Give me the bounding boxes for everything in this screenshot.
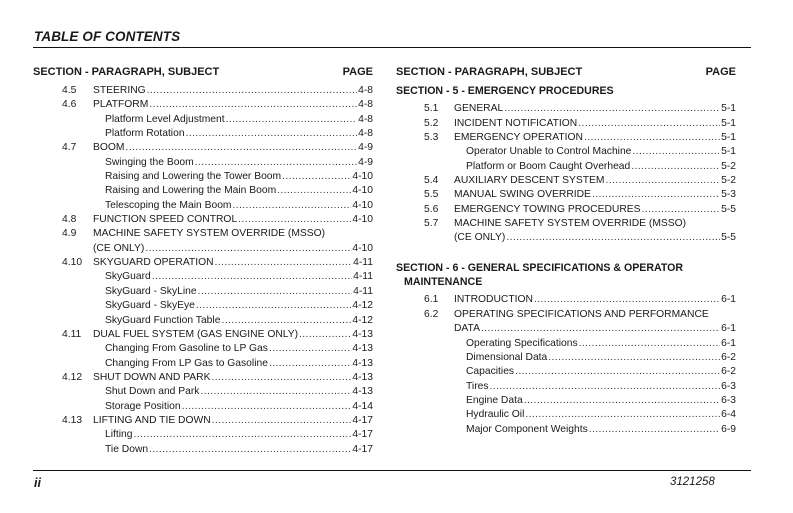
page-number: ii bbox=[34, 476, 41, 490]
toc-entry-title: Shut Down and Park bbox=[105, 386, 200, 398]
toc-entry-title: BOOM bbox=[93, 142, 125, 154]
toc-entry-title: DATA bbox=[454, 323, 480, 335]
toc-entry-page: 4-13 bbox=[352, 386, 373, 398]
dot-leader bbox=[269, 342, 351, 356]
toc-entry[interactable] bbox=[33, 342, 373, 356]
column-header-page: PAGE bbox=[342, 66, 373, 78]
toc-entry[interactable] bbox=[396, 394, 736, 408]
toc-entry[interactable] bbox=[33, 357, 373, 371]
toc-entry-title: Capacities bbox=[466, 366, 515, 378]
toc-entry-title: SHUT DOWN AND PARK bbox=[93, 371, 211, 383]
dot-leader bbox=[238, 213, 351, 227]
toc-entry-page: 4-10 bbox=[352, 242, 373, 254]
dot-leader bbox=[589, 423, 720, 437]
page-title: TABLE OF CONTENTS bbox=[34, 29, 181, 44]
toc-entry-number: 5.5 bbox=[424, 189, 439, 201]
toc-entry-number: 5.1 bbox=[424, 103, 439, 115]
toc-entry-page: 6-3 bbox=[721, 380, 736, 392]
toc-entry-number: 4.5 bbox=[62, 85, 77, 96]
toc-entry-page: 4-17 bbox=[352, 429, 373, 441]
toc-entry-title: Hydraulic Oil bbox=[466, 409, 525, 421]
toc-entry-page: 4-8 bbox=[358, 85, 373, 96]
toc-entry-page: 4-10 bbox=[352, 171, 373, 183]
column-header bbox=[396, 64, 736, 80]
toc-entry-page: 4-9 bbox=[358, 142, 373, 154]
dot-leader bbox=[212, 414, 352, 428]
toc-entry-page: 4-13 bbox=[352, 343, 373, 355]
toc-entry-title: Tie Down bbox=[105, 443, 149, 455]
dot-leader bbox=[221, 314, 351, 328]
dot-leader bbox=[125, 141, 357, 155]
dot-leader bbox=[299, 328, 351, 342]
toc-entry[interactable] bbox=[33, 242, 373, 256]
toc-entry[interactable] bbox=[33, 113, 373, 127]
toc-entry-page: 4-14 bbox=[352, 400, 373, 412]
toc-entry[interactable] bbox=[33, 98, 373, 112]
toc-entry[interactable] bbox=[33, 285, 373, 299]
toc-entry-number: 4.10 bbox=[62, 257, 83, 269]
toc-entry[interactable] bbox=[33, 256, 373, 270]
dot-leader bbox=[534, 293, 720, 307]
toc-entry-page: 4-11 bbox=[353, 271, 373, 283]
toc-entry-page: 4-8 bbox=[358, 128, 373, 140]
toc-entry-list bbox=[396, 102, 736, 245]
dot-leader bbox=[152, 270, 352, 284]
toc-entry-number: 6.1 bbox=[424, 294, 439, 306]
toc-entry[interactable] bbox=[33, 84, 373, 98]
toc-entry-page: 6-3 bbox=[721, 394, 736, 406]
toc-entry[interactable] bbox=[396, 145, 736, 159]
toc-entry-page: 5-2 bbox=[721, 175, 736, 187]
toc-entry-number: 5.3 bbox=[424, 132, 439, 144]
toc-entry-number: 4.9 bbox=[62, 228, 77, 240]
toc-entry-list bbox=[396, 293, 736, 436]
toc-entry-title: GENERAL bbox=[454, 103, 504, 115]
toc-entry-number: 4.13 bbox=[62, 414, 83, 426]
toc-entry[interactable] bbox=[33, 428, 373, 442]
dot-leader bbox=[195, 156, 357, 170]
header-rule bbox=[33, 47, 751, 48]
toc-entry-page: 4-17 bbox=[352, 414, 373, 426]
toc-entry-page: 6-2 bbox=[721, 351, 736, 363]
dot-leader bbox=[490, 380, 721, 394]
toc-entry[interactable] bbox=[396, 351, 736, 365]
toc-entry-page: 6-9 bbox=[721, 423, 736, 435]
toc-entry-title: EMERGENCY OPERATION bbox=[454, 132, 583, 144]
dot-leader bbox=[196, 299, 352, 313]
dot-leader bbox=[481, 322, 720, 336]
toc-entry[interactable] bbox=[33, 156, 373, 170]
toc-entry-title: OPERATING SPECIFICATIONS AND PERFORMANCE bbox=[454, 308, 709, 320]
toc-entry[interactable] bbox=[396, 131, 736, 145]
toc-entry-page: 5-5 bbox=[721, 203, 736, 215]
section-5-heading: SECTION - 5 - EMERGENCY PROCEDURES bbox=[396, 85, 614, 97]
toc-entry-title: SkyGuard - SkyLine bbox=[105, 285, 197, 297]
toc-entry-title: STEERING bbox=[93, 85, 146, 96]
toc-entry[interactable] bbox=[396, 380, 736, 394]
dot-leader bbox=[579, 337, 720, 351]
toc-entry[interactable] bbox=[396, 365, 736, 379]
toc-entry-title: Tires bbox=[466, 380, 489, 392]
toc-entry-number: 5.6 bbox=[424, 203, 439, 215]
dot-leader bbox=[584, 131, 720, 145]
toc-entry-page: 4-10 bbox=[352, 185, 373, 197]
toc-entry-number: 5.2 bbox=[424, 117, 439, 129]
toc-entry-title: SkyGuard - SkyEye bbox=[105, 300, 195, 312]
toc-entry-title: Changing From LP Gas to Gasoline bbox=[105, 357, 268, 369]
dot-leader bbox=[592, 188, 720, 202]
dot-leader bbox=[277, 184, 351, 198]
toc-entry[interactable] bbox=[33, 213, 373, 227]
toc-entry[interactable] bbox=[33, 227, 373, 241]
dot-leader bbox=[282, 170, 351, 184]
toc-entry[interactable] bbox=[33, 400, 373, 414]
toc-entry-title: (CE ONLY) bbox=[454, 232, 506, 244]
toc-entry-page: 4-10 bbox=[352, 199, 373, 211]
toc-entry-number: 5.7 bbox=[424, 218, 439, 230]
dot-leader bbox=[145, 242, 351, 256]
dot-leader bbox=[198, 285, 353, 299]
toc-entry-title: (CE ONLY) bbox=[93, 242, 145, 254]
dot-leader bbox=[524, 394, 720, 408]
toc-entry-page: 4-13 bbox=[352, 371, 373, 383]
toc-entry-title: Operator Unable to Control Machine bbox=[466, 146, 632, 158]
toc-entry-number: 4.7 bbox=[62, 142, 77, 154]
dot-leader bbox=[642, 203, 721, 217]
toc-entry-number: 5.4 bbox=[424, 175, 439, 187]
toc-entry-title: Platform or Boom Caught Overhead bbox=[466, 160, 631, 172]
toc-entry[interactable] bbox=[33, 199, 373, 213]
toc-entry-title: MACHINE SAFETY SYSTEM OVERRIDE (MSSO) bbox=[93, 228, 326, 240]
toc-entry[interactable] bbox=[396, 337, 736, 351]
toc-entry-title: Engine Data bbox=[466, 394, 523, 406]
toc-entry-title: Dimensional Data bbox=[466, 351, 548, 363]
column-header-subject: SECTION - PARAGRAPH, SUBJECT bbox=[33, 66, 220, 78]
toc-entry[interactable] bbox=[33, 170, 373, 184]
toc-entry[interactable] bbox=[33, 141, 373, 155]
toc-entry-page: 4-9 bbox=[358, 156, 373, 168]
toc-entry[interactable] bbox=[33, 414, 373, 428]
toc-entry-page: 5-1 bbox=[721, 117, 736, 129]
toc-entry[interactable] bbox=[396, 203, 736, 217]
toc-entry-title: Storage Position bbox=[105, 400, 181, 412]
footer-rule bbox=[33, 470, 751, 471]
toc-entry[interactable] bbox=[33, 385, 373, 399]
toc-entry[interactable] bbox=[396, 188, 736, 202]
dot-leader bbox=[632, 145, 720, 159]
toc-entry-page: 4-13 bbox=[352, 357, 373, 369]
dot-leader bbox=[147, 84, 357, 98]
dot-leader bbox=[515, 365, 720, 379]
toc-entry[interactable] bbox=[396, 160, 736, 174]
toc-entry-title: Changing From Gasoline to LP Gas bbox=[105, 343, 268, 355]
toc-entry-title: MACHINE SAFETY SYSTEM OVERRIDE (MSSO) bbox=[454, 218, 687, 230]
toc-entry[interactable] bbox=[33, 328, 373, 342]
section-6-heading: SECTION - 6 - GENERAL SPECIFICATIONS & OPERATOR bbox=[396, 261, 684, 274]
toc-entry-number: 4.11 bbox=[62, 328, 82, 340]
dot-leader bbox=[548, 351, 720, 365]
toc-entry-title: Platform Level Adjustment bbox=[105, 113, 225, 125]
dot-leader bbox=[200, 385, 351, 399]
toc-entry[interactable] bbox=[396, 117, 736, 131]
column-header-subject: SECTION - PARAGRAPH, SUBJECT bbox=[396, 66, 583, 78]
toc-entry[interactable] bbox=[396, 231, 736, 245]
toc-entry-title: Telescoping the Main Boom bbox=[105, 199, 232, 211]
toc-entry-page: 6-1 bbox=[721, 337, 736, 349]
toc-entry-page: 4-11 bbox=[353, 257, 373, 269]
toc-entry-page: 6-1 bbox=[721, 323, 736, 335]
toc-entry-title: LIFTING AND TIE DOWN bbox=[93, 414, 211, 426]
toc-entry-page: 5-1 bbox=[721, 103, 736, 115]
dot-leader bbox=[211, 371, 351, 385]
toc-entry-page: 4-11 bbox=[353, 285, 373, 297]
toc-entry-page: 4-8 bbox=[358, 99, 373, 111]
toc-entry[interactable] bbox=[396, 408, 736, 422]
toc-entry[interactable] bbox=[396, 293, 736, 307]
toc-entry-number: 4.8 bbox=[62, 214, 77, 226]
section-6-heading-cont: MAINTENANCE bbox=[404, 276, 483, 289]
toc-entry[interactable] bbox=[33, 270, 373, 284]
toc-entry[interactable] bbox=[396, 322, 736, 336]
toc-entry-list bbox=[33, 84, 373, 457]
toc-entry-title: Raising and Lowering the Tower Boom bbox=[105, 171, 282, 183]
dot-leader bbox=[133, 428, 351, 442]
toc-entry-page: 4-12 bbox=[352, 314, 373, 326]
toc-entry-title: INCIDENT NOTIFICATION bbox=[454, 117, 578, 129]
toc-entry-number: 4.6 bbox=[62, 99, 77, 111]
toc-entry-title: Major Component Weights bbox=[466, 423, 588, 435]
toc-entry-title: Lifting bbox=[105, 429, 133, 441]
dot-leader bbox=[631, 160, 720, 174]
toc-entry[interactable] bbox=[33, 314, 373, 328]
toc-entry-page: 4-12 bbox=[352, 300, 373, 312]
column-header bbox=[33, 64, 373, 80]
toc-entry-page: 4-8 bbox=[358, 113, 373, 125]
toc-entry-title: FUNCTION SPEED CONTROL bbox=[93, 214, 238, 226]
toc-entry[interactable] bbox=[396, 423, 736, 437]
toc-entry-title: MANUAL SWING OVERRIDE bbox=[454, 189, 591, 201]
dot-leader bbox=[182, 400, 352, 414]
toc-entry-page: 6-2 bbox=[721, 366, 736, 378]
toc-entry-page: 5-1 bbox=[721, 146, 736, 158]
toc-entry-title: EMERGENCY TOWING PROCEDURES bbox=[454, 203, 641, 215]
toc-entry-number: 4.12 bbox=[62, 371, 83, 383]
dot-leader bbox=[149, 443, 351, 457]
toc-right-column bbox=[396, 64, 736, 437]
toc-entry-title: AUXILIARY DESCENT SYSTEM bbox=[454, 175, 605, 187]
toc-entry-page: 6-4 bbox=[721, 409, 736, 421]
toc-entry-title: SkyGuard bbox=[105, 271, 151, 283]
dot-leader bbox=[186, 127, 358, 141]
toc-entry[interactable] bbox=[396, 102, 736, 116]
toc-entry-title: Operating Specifications bbox=[466, 337, 578, 349]
dot-leader bbox=[149, 98, 357, 112]
toc-entry-page: 6-1 bbox=[721, 294, 736, 306]
toc-entry-page: 5-5 bbox=[721, 232, 736, 244]
dot-leader bbox=[233, 199, 352, 213]
toc-entry-title: DUAL FUEL SYSTEM (GAS ENGINE ONLY) bbox=[93, 328, 299, 340]
dot-leader bbox=[226, 113, 357, 127]
toc-entry-page: 5-3 bbox=[721, 189, 736, 201]
toc-entry[interactable] bbox=[396, 308, 736, 322]
toc-entry-page: 4-13 bbox=[352, 328, 373, 340]
dot-leader bbox=[504, 102, 720, 116]
toc-entry[interactable] bbox=[33, 443, 373, 457]
dot-leader bbox=[269, 357, 351, 371]
toc-entry-title: INTRODUCTION bbox=[454, 294, 533, 306]
toc-entry-number: 6.2 bbox=[424, 308, 439, 320]
toc-entry-title: Platform Rotation bbox=[105, 128, 185, 140]
toc-entry-title: Raising and Lowering the Main Boom bbox=[105, 185, 277, 197]
dot-leader bbox=[525, 408, 720, 422]
toc-left-column bbox=[33, 64, 373, 457]
toc-entry-page: 4-10 bbox=[352, 214, 373, 226]
column-header-page: PAGE bbox=[705, 66, 736, 78]
dot-leader bbox=[606, 174, 721, 188]
toc-entry[interactable] bbox=[33, 184, 373, 198]
toc-entry-page: 4-17 bbox=[352, 443, 373, 455]
document-number: 3121258 bbox=[670, 476, 715, 488]
toc-entry-title: PLATFORM bbox=[93, 99, 149, 111]
toc-entry[interactable] bbox=[33, 299, 373, 313]
toc-entry-page: 5-2 bbox=[721, 160, 736, 172]
toc-entry-title: SKYGUARD OPERATION bbox=[93, 257, 214, 269]
toc-entry-page: 5-1 bbox=[721, 132, 736, 144]
toc-entry[interactable] bbox=[396, 217, 736, 231]
toc-entry[interactable] bbox=[396, 174, 736, 188]
toc-entry[interactable] bbox=[33, 371, 373, 385]
toc-entry[interactable] bbox=[33, 127, 373, 141]
dot-leader bbox=[578, 117, 720, 131]
dot-leader bbox=[215, 256, 353, 270]
toc-entry-title: SkyGuard Function Table bbox=[105, 314, 221, 326]
toc-entry-title: Swinging the Boom bbox=[105, 156, 194, 168]
dot-leader bbox=[506, 231, 720, 245]
